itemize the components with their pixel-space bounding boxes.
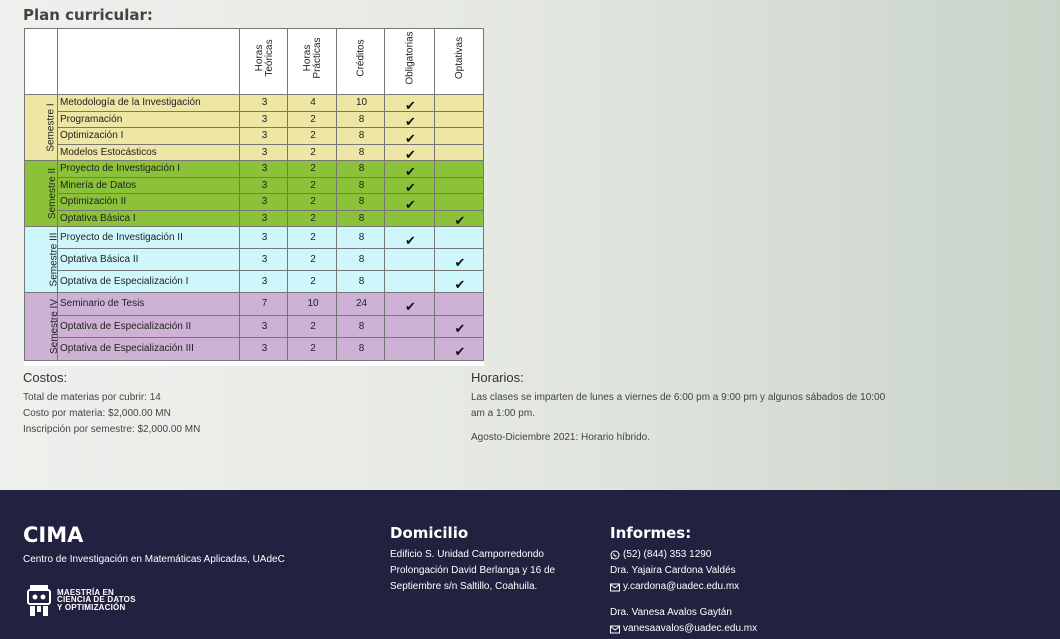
contact2-email: vanesaavalos@uadec.edu.mx (623, 623, 758, 634)
semester-label: Semestre I (45, 103, 57, 152)
header-horas-practicas: Horas Prácticas (302, 37, 323, 79)
obligatoria-cell (385, 338, 435, 361)
creditos-cell: 8 (337, 194, 385, 211)
creditos-cell: 8 (337, 111, 385, 128)
phone-row[interactable] (610, 547, 757, 563)
horas-practicas-cell: 2 (288, 338, 337, 361)
table-row (25, 111, 484, 128)
creditos-cell: 8 (337, 271, 385, 293)
horas-practicas-cell: 2 (288, 177, 337, 194)
contact2-name: Dra. Vanesa Avalos Gaytán (610, 607, 732, 618)
horas-teoricas-cell: 7 (240, 293, 288, 316)
obligatoria-cell (385, 249, 435, 271)
horas-teoricas-cell: 3 (240, 227, 288, 249)
horas-practicas-cell: 4 (288, 95, 337, 112)
subject-cell: Proyecto de Investigación I (58, 161, 240, 178)
semester-cell (25, 95, 58, 161)
obligatoria-cell (385, 95, 435, 112)
mail-icon (610, 583, 620, 592)
optativa-cell (435, 271, 484, 293)
table-row (25, 95, 484, 112)
horas-practicas-cell: 2 (288, 161, 337, 178)
subject-cell: Programación (58, 111, 240, 128)
optativa-cell (435, 161, 484, 178)
subject-cell: Optimización I (58, 128, 240, 145)
horas-teoricas-cell: 3 (240, 271, 288, 293)
horas-practicas-cell: 2 (288, 194, 337, 211)
costos-line: Inscripción por semestre: $2,000.00 MN (23, 424, 201, 435)
horas-teoricas-cell: 3 (240, 338, 288, 361)
horas-teoricas-cell: 3 (240, 177, 288, 194)
check-icon: ✔ (405, 196, 416, 212)
obligatoria-cell (385, 128, 435, 145)
curriculum-table-wrapper (24, 28, 484, 366)
subject-cell: Metodología de la Investigación (58, 95, 240, 112)
table-row (25, 177, 484, 194)
check-icon: ✔ (405, 163, 416, 179)
check-icon: ✔ (405, 114, 416, 130)
obligatoria-cell (385, 161, 435, 178)
plan-title: Plan curricular: (23, 6, 153, 24)
semester-cell (25, 227, 58, 293)
subject-cell: Minería de Datos (58, 177, 240, 194)
check-icon: ✔ (405, 130, 416, 146)
obligatoria-cell (385, 293, 435, 316)
obligatoria-cell (385, 177, 435, 194)
header-cell (385, 29, 435, 95)
horas-teoricas-cell: 3 (240, 194, 288, 211)
subject-cell: Seminario de Tesis (58, 293, 240, 316)
obligatoria-cell (385, 194, 435, 211)
optativa-cell (435, 227, 484, 249)
domicilio-title: Domicilio (390, 524, 469, 542)
horas-practicas-cell: 2 (288, 227, 337, 249)
obligatoria-cell (385, 111, 435, 128)
subject-cell: Optativa de Especialización II (58, 315, 240, 338)
table-row (25, 161, 484, 178)
horas-practicas-cell: 2 (288, 144, 337, 161)
subject-cell: Optativa Básica I (58, 210, 240, 227)
horas-teoricas-cell: 3 (240, 249, 288, 271)
informes-block (610, 547, 757, 637)
horas-teoricas-cell: 3 (240, 128, 288, 145)
optativa-cell (435, 249, 484, 271)
program-logo-text: MAESTRÍA EN CIENCIA DE DATOS Y OPTIMIZACIÓN (57, 587, 136, 612)
table-row (25, 293, 484, 316)
check-icon: ✔ (405, 97, 416, 113)
informes-title: Informes: (610, 524, 692, 542)
optativa-cell (435, 293, 484, 316)
table-row (25, 315, 484, 338)
footer (0, 490, 1060, 639)
obligatoria-cell (385, 227, 435, 249)
header-cell (288, 29, 337, 95)
optativa-cell (435, 338, 484, 361)
table-row (25, 249, 484, 271)
creditos-cell: 8 (337, 144, 385, 161)
creditos-cell: 24 (337, 293, 385, 316)
footer-brand[interactable]: CIMA (23, 523, 84, 547)
table-row (25, 128, 484, 145)
optativa-cell (435, 210, 484, 227)
table-row (25, 210, 484, 227)
horas-teoricas-cell: 3 (240, 144, 288, 161)
optativa-cell (435, 111, 484, 128)
contact2-email-row[interactable] (610, 621, 757, 637)
subject-cell: Proyecto de Investigación II (58, 227, 240, 249)
semester-label: Semestre II (47, 167, 59, 220)
creditos-cell: 10 (337, 95, 385, 112)
horas-teoricas-cell: 3 (240, 315, 288, 338)
table-row (25, 338, 484, 361)
phone-number: (52) (844) 353 1290 (623, 549, 712, 560)
header-cell (240, 29, 288, 95)
costos-title: Costos: (23, 370, 68, 385)
header-optativas: Optativas (454, 36, 465, 80)
obligatoria-cell (385, 271, 435, 293)
check-icon: ✔ (454, 254, 466, 270)
table-header-row (25, 29, 484, 95)
horas-practicas-cell: 2 (288, 111, 337, 128)
horas-teoricas-cell: 3 (240, 161, 288, 178)
check-icon: ✔ (405, 147, 416, 163)
costos-line: Costo por materia: $2,000.00 MN (23, 408, 171, 419)
check-icon: ✔ (405, 180, 416, 196)
creditos-cell: 8 (337, 315, 385, 338)
check-icon: ✔ (454, 321, 466, 337)
header-cell (337, 29, 385, 95)
obligatoria-cell (385, 144, 435, 161)
creditos-cell: 8 (337, 227, 385, 249)
horarios-text-hybrid: Agosto-Diciembre 2021: Horario híbrido. (471, 432, 650, 443)
creditos-cell: 8 (337, 249, 385, 271)
semester-label: Semestre III (48, 232, 60, 287)
program-logo[interactable] (27, 583, 137, 617)
header-creditos: Créditos (355, 39, 367, 77)
table-row (25, 144, 484, 161)
horas-teoricas-cell: 3 (240, 95, 288, 112)
horas-practicas-cell: 2 (288, 210, 337, 227)
subject-cell: Optativa de Especialización I (58, 271, 240, 293)
optativa-cell (435, 144, 484, 161)
optativa-cell (435, 315, 484, 338)
optativa-cell (435, 95, 484, 112)
horas-practicas-cell: 2 (288, 315, 337, 338)
creditos-cell: 8 (337, 177, 385, 194)
curriculum-table (24, 28, 484, 361)
table-row (25, 194, 484, 211)
horarios-title: Horarios: (471, 370, 524, 385)
horas-teoricas-cell: 3 (240, 111, 288, 128)
program-logo-icon (27, 583, 51, 617)
horas-practicas-cell: 2 (288, 128, 337, 145)
subject-cell: Modelos Estocásticos (58, 144, 240, 161)
optativa-cell (435, 128, 484, 145)
optativa-cell (435, 194, 484, 211)
header-semester-blank (25, 29, 58, 95)
costos-line: Total de materias por cubrir: 14 (23, 392, 161, 403)
creditos-cell: 8 (337, 338, 385, 361)
header-cell (435, 29, 484, 95)
optativa-cell (435, 177, 484, 194)
horas-practicas-cell: 2 (288, 271, 337, 293)
creditos-cell: 8 (337, 161, 385, 178)
header-obligatorias: Obligatorias (404, 31, 416, 85)
subject-cell: Optimización II (58, 194, 240, 211)
costos-list (23, 390, 200, 438)
table-row (25, 271, 484, 293)
check-icon: ✔ (454, 213, 466, 229)
horas-teoricas-cell: 3 (240, 210, 288, 227)
table-row (25, 227, 484, 249)
header-horas-teoricas: Horas Teóricas (253, 39, 275, 77)
subject-cell: Optativa de Especialización III (58, 338, 240, 361)
semester-label: Semestre IV (49, 298, 61, 354)
horas-practicas-cell: 2 (288, 249, 337, 271)
contact1-email: y.cardona@uadec.edu.mx (623, 581, 740, 592)
semester-cell (25, 161, 58, 227)
table-body (25, 95, 484, 361)
footer-subtitle: Centro de Investigación en Matemáticas Aplicadas, UAdeC (23, 554, 285, 565)
header-subject-blank (58, 29, 240, 95)
obligatoria-cell (385, 210, 435, 227)
creditos-cell: 8 (337, 210, 385, 227)
semester-cell (25, 293, 61, 361)
creditos-cell: 8 (337, 128, 385, 145)
subject-cell: Optativa Básica II (58, 249, 240, 271)
contact1-email-row[interactable] (610, 579, 757, 595)
mail-icon (610, 625, 620, 634)
check-icon: ✔ (454, 343, 466, 359)
check-icon: ✔ (405, 298, 416, 314)
check-icon: ✔ (454, 276, 466, 292)
check-icon: ✔ (405, 232, 416, 248)
domicilio-address: Edificio S. Unidad Camporredondo Prolongación David Berlanga y 16 de Septiembre s/n Saltillo, Coahuila. (390, 549, 556, 592)
horarios-text: Las clases se imparten de lunes a viernes de 6:00 pm a 9:00 pm y algunos sábados de 10:00 am a 1:00 pm. (471, 392, 886, 419)
obligatoria-cell (385, 315, 435, 338)
whatsapp-icon (610, 550, 620, 560)
horas-practicas-cell: 10 (288, 293, 337, 316)
contact1-name: Dra. Yajaira Cardona Valdés (610, 565, 736, 576)
